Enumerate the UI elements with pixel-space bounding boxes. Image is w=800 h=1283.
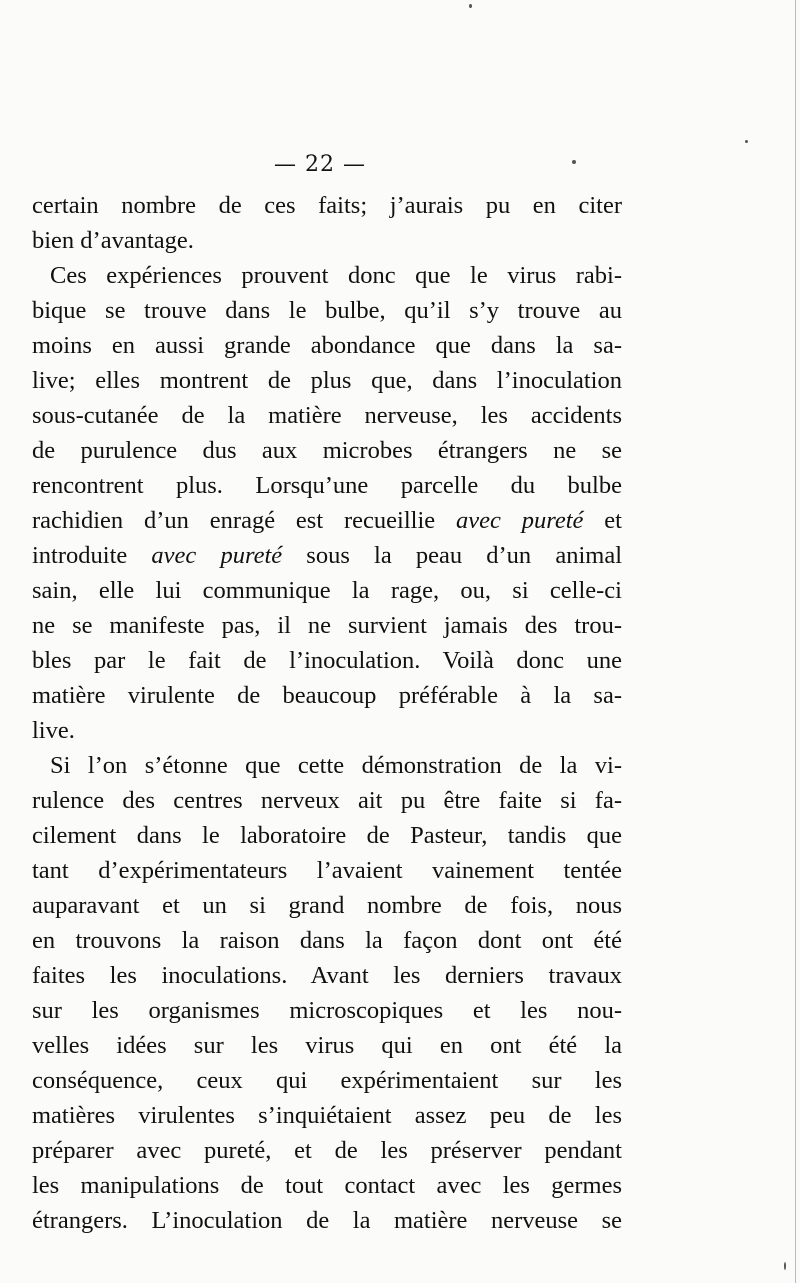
- text-line: étrangers. L’inoculation de la matière nerveuse se: [32, 1207, 622, 1234]
- text-line: matières virulentes s’inquiétaient assez peu de les: [32, 1102, 622, 1129]
- text-line: introduite avec pureté sous la peau d’un animal: [32, 542, 622, 569]
- text-line: velles idées sur les virus qui en ont été la: [32, 1032, 622, 1059]
- text-line: sur les organismes microscopiques et les nou-: [32, 997, 622, 1024]
- italic-phrase: avec pureté: [151, 542, 283, 569]
- italic-phrase: avec pureté: [456, 507, 584, 534]
- text-line: bique se trouve dans le bulbe, qu’il s’y trouve au: [32, 297, 622, 324]
- text-line: tant d’expérimentateurs l’avaient vainement tentée: [32, 857, 622, 884]
- text-line: Ces expériences prouvent donc que le virus rabi-: [50, 262, 622, 289]
- text-line: cilement dans le laboratoire de Pasteur, tandis que: [32, 822, 622, 849]
- text-line: faites les inoculations. Avant les derniers travaux: [32, 962, 622, 989]
- text-line: rencontrent plus. Lorsqu’une parcelle du bulbe: [32, 472, 622, 499]
- text-line: live.: [32, 717, 75, 744]
- page-number: — 22 —: [274, 152, 366, 177]
- text-line: bles par le fait de l’inoculation. Voilà donc une: [32, 647, 622, 674]
- text-line: moins en aussi grande abondance que dans la sa-: [32, 332, 622, 359]
- text-line: les manipulations de tout contact avec les germes: [32, 1172, 622, 1199]
- text-line: live; elles montrent de plus que, dans l’inoculation: [32, 367, 622, 394]
- page-edge: [795, 0, 796, 1283]
- text-line: Si l’on s’étonne que cette démonstration de la vi-: [50, 752, 622, 779]
- text-line: certain nombre de ces faits; j’aurais pu en citer: [32, 192, 622, 219]
- text-line: conséquence, ceux qui expérimentaient sur les: [32, 1067, 622, 1094]
- scan-speck: [572, 160, 576, 164]
- text-line: préparer avec pureté, et de les préserver pendant: [32, 1137, 622, 1164]
- scan-speck: [469, 4, 472, 8]
- text-line: auparavant et un si grand nombre de fois, nous: [32, 892, 622, 919]
- text-line: de purulence dus aux microbes étrangers ne se: [32, 437, 622, 464]
- text-line: bien d’avantage.: [32, 227, 194, 254]
- text-line: ne se manifeste pas, il ne survient jamais des trou-: [32, 612, 622, 639]
- text-line: matière virulente de beaucoup préférable à la sa-: [32, 682, 622, 709]
- text-line: sain, elle lui communique la rage, ou, si celle-ci: [32, 577, 622, 604]
- body-text: [32, 188, 622, 1238]
- text-line: rachidien d’un enragé est recueillie avec pureté et: [32, 507, 622, 534]
- scan-speck: [784, 1262, 786, 1270]
- scan-speck: [745, 140, 748, 143]
- text-line: sous-cutanée de la matière nerveuse, les accidents: [32, 402, 622, 429]
- text-line: en trouvons la raison dans la façon dont ont été: [32, 927, 622, 954]
- text-line: rulence des centres nerveux ait pu être faite si fa-: [32, 787, 622, 814]
